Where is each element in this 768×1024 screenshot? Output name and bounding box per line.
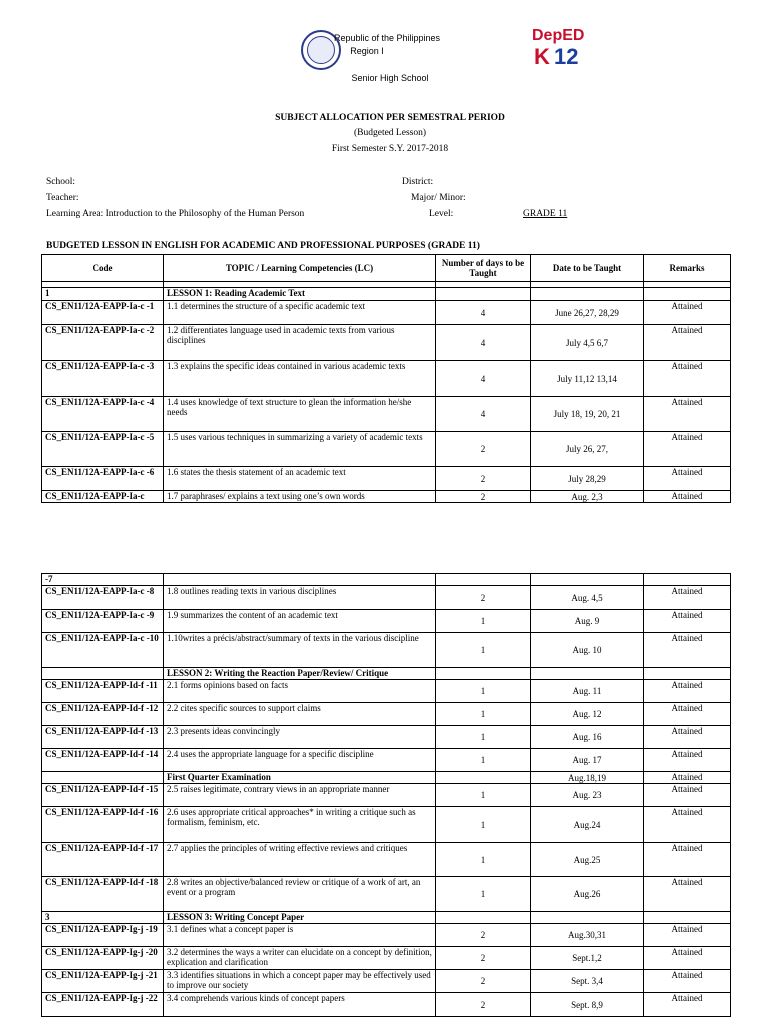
table-row: CS_EN11/12A-EAPP-Ig-j -21 3.3 identifies situations in which a concept paper may be effectively used to improve our society 2 Sept. 3,4 Attained <box>42 970 731 993</box>
table-row: 3 LESSON 3: Writing Concept Paper <box>42 912 731 924</box>
table-row: CS_EN11/12A-EAPP-Id-f -13 2.3 presents ideas convincingly 1 Aug. 16 Attained <box>42 726 731 749</box>
table-row: CS_EN11/12A-EAPP-Id-f -11 2.1 forms opinions based on facts 1 Aug. 11 Attained <box>42 680 731 703</box>
table-row: CS_EN11/12A-EAPP-Id-f -12 2.2 cites specific sources to support claims 1 Aug. 12 Attained <box>42 703 731 726</box>
school-type-text: Senior High School <box>351 73 429 83</box>
table-title: BUDGETED LESSON IN ENGLISH FOR ACADEMIC AND PROFESSIONAL PURPOSES (GRADE 11) <box>46 241 480 251</box>
table-row: CS_EN11/12A-EAPP-Ia-c -9 1.9 summarizes the content of an academic text 1 Aug. 9 Attained <box>42 610 731 633</box>
table-row: CS_EN11/12A-EAPP-Id-f -14 2.4 uses the appropriate language for a specific discipline 1 Aug. 17 Attained <box>42 749 731 772</box>
page-subtitle: (Budgeted Lesson) <box>353 128 427 138</box>
table-row: CS_EN11/12A-EAPP-Id-f -17 2.7 applies the principles of writing effective reviews and critiques 1 Aug.25 Attained <box>42 843 731 877</box>
table-row: -7 <box>42 574 731 586</box>
table-header-row <box>42 255 731 282</box>
table-row: CS_EN11/12A-EAPP-Ia-c -10 1.10writes a précis/abstract/summary of texts in the various discipline 1 Aug. 10 Attained <box>42 633 731 668</box>
page-title: SUBJECT ALLOCATION PER SEMESTRAL PERIOD <box>275 113 505 123</box>
semester-text: First Semester S.Y. 2017-2018 <box>331 144 449 154</box>
table-row: CS_EN11/12A-EAPP-Ig-j -22 3.4 comprehends various kinds of concept papers 2 Sept. 8,9 Attained <box>42 993 731 1017</box>
district-label: District: <box>402 177 434 187</box>
table-row: CS_EN11/12A-EAPP-Id-f -15 2.5 raises legitimate, contrary views in an appropriate manner 1 Aug. 23 Attained <box>42 784 731 807</box>
col-header-topic: TOPIC / Learning Competencies (LC) <box>164 255 436 282</box>
table-row: CS_EN11/12A-EAPP-Ia-c -4 1.4 uses knowledge of text structure to glean the information he/she needs 4 July 18, 19, 20, 21 Attained <box>42 397 731 432</box>
table-row: CS_EN11/12A-EAPP-Id-f -16 2.6 uses appropriate critical approaches* in writing a critique such as formalism, feminism, etc. 1 Aug.24 Attained <box>42 807 731 843</box>
level-value: GRADE 11 <box>523 209 568 219</box>
table-row: CS_EN11/12A-EAPP-Ia-c -1 1.1 determines the structure of a specific academic text 4 June 26,27, 28,29 Attained <box>42 301 731 325</box>
school-label: School: <box>46 177 76 187</box>
table-row: CS_EN11/12A-EAPP-Ig-j -19 3.1 defines what a concept paper is 2 Aug.30,31 Attained <box>42 924 731 947</box>
col-header-days: Number of days to be Taught <box>436 255 531 282</box>
table-row: CS_EN11/12A-EAPP-Ia-c -3 1.3 explains the specific ideas contained in various academic texts 4 July 11,12 13,14 Attained <box>42 361 731 397</box>
col-header-date: Date to be Taught <box>531 255 644 282</box>
budget-table-page1 <box>41 254 731 503</box>
deped-k12-logo: DepED K 12 <box>532 27 585 69</box>
learning-area-label: Learning Area: Introduction to the Philosophy of the Human Person <box>46 209 305 219</box>
table-row: CS_EN11/12A-EAPP-Ia-c -2 1.2 differentiates language used in academic texts from various disciplines 4 July 4,5 6,7 Attained <box>42 325 731 361</box>
table-row: LESSON 2: Writing the Reaction Paper/Review/ Critique <box>42 668 731 680</box>
col-header-remarks: Remarks <box>644 255 731 282</box>
level-label: Level: <box>429 209 454 219</box>
table-row: CS_EN11/12A-EAPP-Id-f -18 2.8 writes an objective/balanced review or critique of a work of art, an event or a program 1 Aug.26 Attained <box>42 877 731 912</box>
table-row: First Quarter Examination Aug.18,19 Attained <box>42 772 731 784</box>
budget-table-page2 <box>41 573 731 1017</box>
table-row: CS_EN11/12A-EAPP-Ia-c -8 1.8 outlines reading texts in various disciplines 2 Aug. 4,5 Attained <box>42 586 731 610</box>
table-row: CS_EN11/12A-EAPP-Ia-c -5 1.5 uses various techniques in summarizing a variety of academic texts 2 July 26, 27, Attained <box>42 432 731 467</box>
table-row: CS_EN11/12A-EAPP-Ia-c 1.7 paraphrases/ explains a text using one’s own words 2 Aug. 2,3 Attained <box>42 491 731 503</box>
table-row: CS_EN11/12A-EAPP-Ig-j -20 3.2 determines the ways a writer can elucidate on a concept by definition, explication and clarification 2 Sept.1,2 Attained <box>42 947 731 970</box>
col-header-code: Code <box>42 255 164 282</box>
region-text: Region I <box>350 46 384 56</box>
teacher-label: Teacher: <box>46 193 79 203</box>
table-row: 1 LESSON 1: Reading Academic Text <box>42 288 731 301</box>
major-minor-label: Major/ Minor: <box>411 193 466 203</box>
republic-text: Republic of the Philippines <box>333 33 441 43</box>
table-row: CS_EN11/12A-EAPP-Ia-c -6 1.6 states the thesis statement of an academic text 2 July 28,29 Attained <box>42 467 731 491</box>
